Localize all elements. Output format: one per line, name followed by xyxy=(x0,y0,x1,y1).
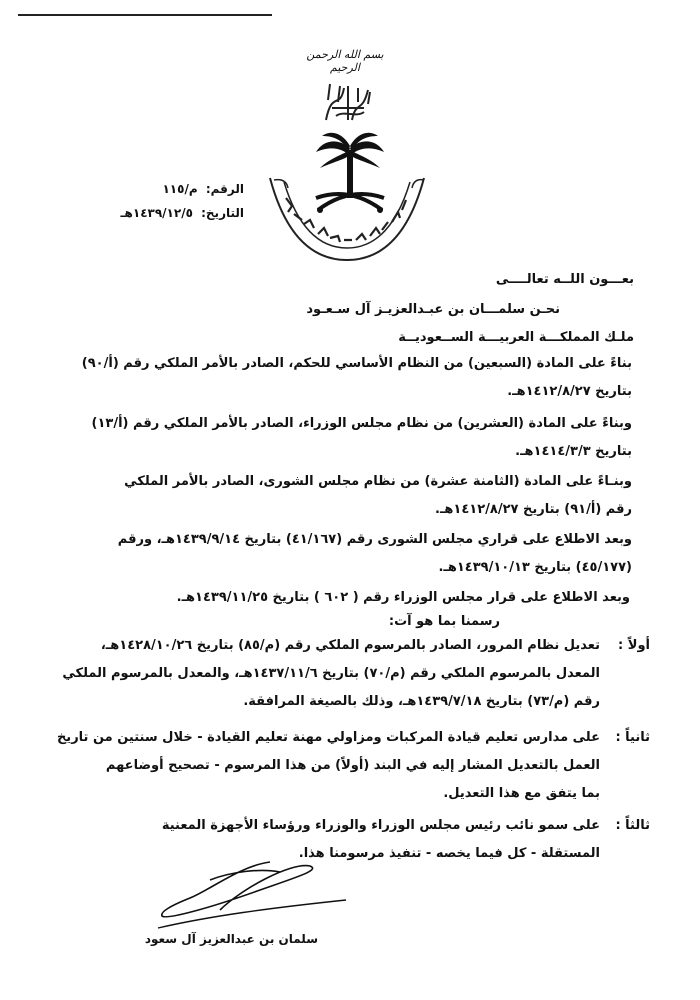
preamble-2-line-2: بتاريخ ١٤١٤/٣/٣هـ. xyxy=(515,444,632,459)
king-name: نحـن سلمـــان بن عبـدالعزيـز آل سـعـود xyxy=(306,302,560,317)
article-2-line-1: على مدارس تعليم قيادة المركبات ومزاولي مهنة تعليم القيادة - خلال سنتين من تاريخ xyxy=(56,730,600,745)
article-2-text xyxy=(57,724,600,808)
article-3-number: ثالثاً : xyxy=(615,818,650,833)
signer-name: سلمان بن عبدالعزيز آل سعود xyxy=(144,932,318,946)
reference-number xyxy=(84,182,244,196)
reference-value: م/١١٥ xyxy=(162,182,198,196)
preamble-2 xyxy=(92,410,632,466)
article-2 xyxy=(50,724,650,814)
preamble-1-line-1: بناءً على المادة (السبعين) من النظام الأساسي للحكم، الصادر بالأمر الملكي رقم (أ/٩٠) xyxy=(81,356,632,371)
king-title: ملـك المملكـــة العربيـــة الســعوديــة xyxy=(398,330,634,345)
decree-line: رسمنا بما هو آت: xyxy=(388,614,500,629)
article-3-line-1: على سمو نائب رئيس مجلس الوزراء والوزراء ورؤساء الأجهزة المعنية xyxy=(161,818,600,833)
preamble-3-line-1: وبنـاءً على المادة (الثامنة عشرة) من نظام مجلس الشورى، الصادر بالأمر الملكي xyxy=(124,474,632,489)
document-date xyxy=(84,206,244,220)
article-2-line-3: بما يتفق مع هذا التعديل. xyxy=(443,786,600,801)
preamble-2-line-1: وبناءً على المادة (العشرين) من نظام مجلس الوزراء، الصادر بالأمر الملكي رقم (أ/١٣) xyxy=(91,416,632,431)
article-1-line-3: رقم (م/٧٣) بتاريخ ١٤٣٩/٧/١٨هـ، وذلك بالصيغة المرافقة. xyxy=(243,694,600,709)
article-2-line-2: العمل بالتعديل المشار إليه في البند (أولاً) من هذا المرسوم - تصحيح أوضاعهم xyxy=(105,758,600,773)
top-rule xyxy=(18,14,272,16)
article-3-line-2: المستقلة - كل فيما يخصه - تنفيذ مرسومنا هذا. xyxy=(298,846,600,861)
article-1-number: أولاً : xyxy=(618,638,650,653)
article-1-text xyxy=(62,632,600,716)
preamble-3-line-2: رقم (أ/٩١) بتاريخ ١٤١٢/٨/٢٧هـ. xyxy=(435,502,632,517)
preamble-3 xyxy=(124,468,632,524)
article-3 xyxy=(50,812,650,872)
handwritten-signature xyxy=(150,850,350,930)
preamble-4-line-2: (٤٥/١٧٧) بتاريخ ١٤٣٩/١٠/١٣هـ. xyxy=(438,560,632,575)
article-1-line-2: المعدل بالمرسوم الملكي رقم (م/٧٠) بتاريخ ١٤٣٧/١١/٦هـ، والمعدل بالمرسوم الملكي xyxy=(62,666,600,681)
reference-label: الرقم: xyxy=(205,182,244,196)
preamble-5 xyxy=(177,584,630,612)
date-label: التاريخ: xyxy=(201,206,244,220)
preamble-4-line-1: وبعد الاطلاع على قراري مجلس الشورى رقم (٤١/١٦٧) بتاريخ ١٤٣٩/٩/١٤هـ، ورقم xyxy=(117,532,632,547)
invocation: بعـــون اللــه تعالــــى xyxy=(495,272,634,287)
shahada-calligraphy xyxy=(318,80,378,125)
preamble-1 xyxy=(82,350,632,406)
preamble-5-line-1: وبعد الاطلاع على قرار مجلس الوزراء رقم ( ٦٠٢ ) بتاريخ ١٤٣٩/١١/٢٥هـ. xyxy=(176,590,630,605)
preamble-4 xyxy=(118,526,632,582)
preamble-1-line-2: بتاريخ ١٤١٢/٨/٢٧هـ. xyxy=(507,384,632,399)
article-2-number: ثانياً : xyxy=(615,730,650,745)
article-1 xyxy=(50,632,650,722)
royal-seal xyxy=(262,168,432,263)
article-1-line-1: تعديل نظام المرور، الصادر بالمرسوم الملكي رقم (م/٨٥) بتاريخ ١٤٢٨/١٠/٢٦هـ، xyxy=(100,638,600,653)
basmala: بسم الله الرحمن الرحيم xyxy=(306,48,384,74)
date-value: ١٤٣٩/١٢/٥هـ xyxy=(120,206,193,220)
